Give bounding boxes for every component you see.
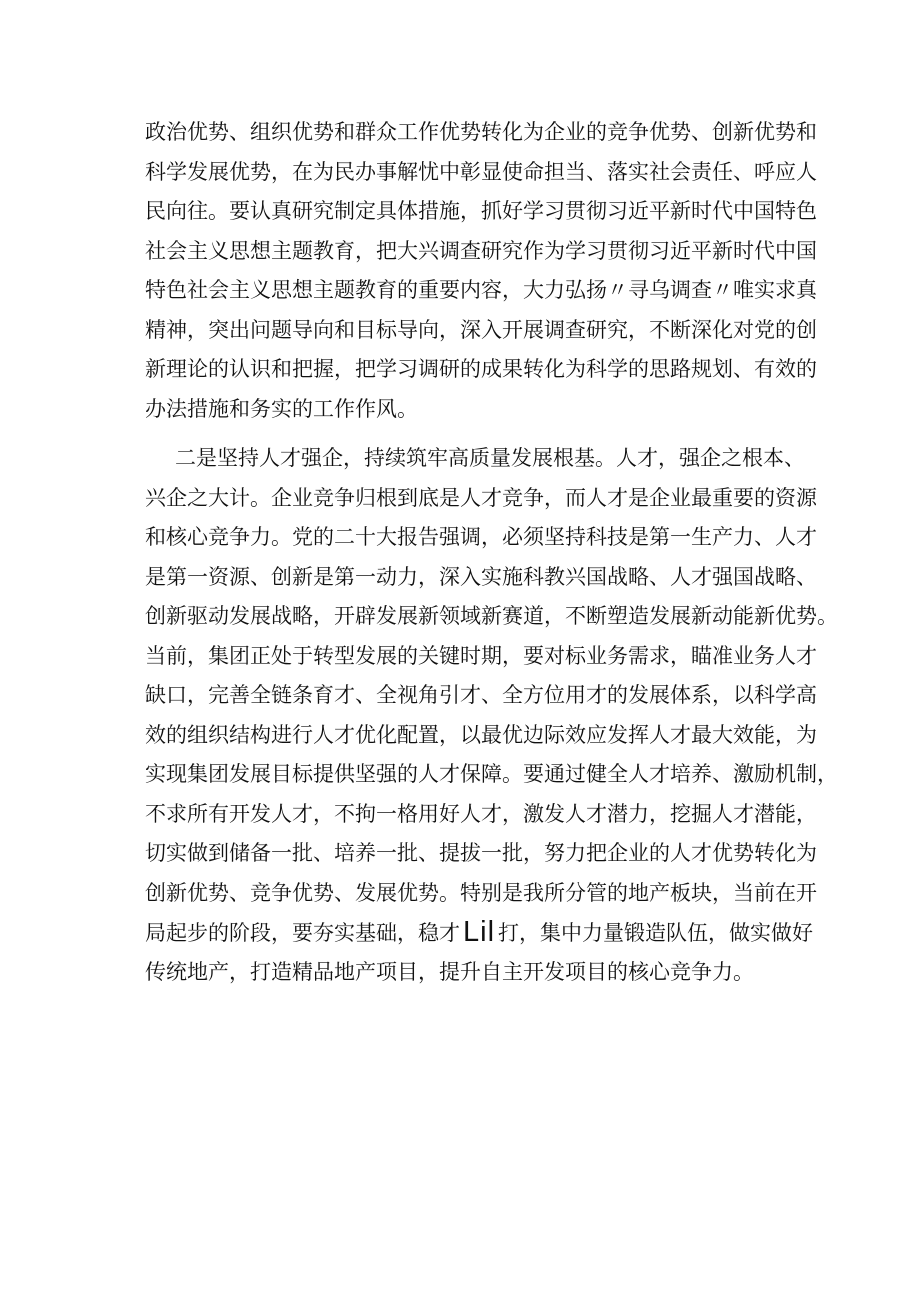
text-line: 新理论的认识和把握，把学习调研的成果转化为科学的思路规划、有效的 [145, 357, 817, 381]
text-line: 不求所有开发人才，不拘一格用好人才，激发人才潜力，挖掘人才潜能， [145, 801, 817, 826]
text-line: 兴企之大计。企业竞争归根到底是人才竞争，而人才是企业最重要的资源 [145, 485, 817, 510]
document-body [145, 113, 838, 992]
text-line: 创新驱动发展战略，开辟发展新领域新赛道，不断塑造发展新动能新优势。 [145, 604, 838, 628]
text-line: 实现集团发展目标提供坚强的人才保障。要通过健全人才培养、激励机制， [145, 762, 838, 786]
text-line: 社会主义思想主题教育，把大兴调查研究作为学习贯彻习近平新时代中国 [145, 238, 817, 263]
text-line: 特色社会主义思想主题教育的重要内容，大力弘扬〃寻乌调查〃唯实求真 [145, 278, 817, 302]
text-line: 切实做到储备一批、培养一批、提拔一批，努力把企业的人才优势转化为 [145, 841, 817, 865]
text-line: 精神，突出问题导向和目标导向，深入开展调查研究，不断深化对党的创 [145, 317, 817, 342]
text-line: 缺口，完善全链条育才、全视角引才、全方位用才的发展体系，以科学高 [145, 683, 817, 707]
paragraph-gap [145, 429, 785, 439]
text-line-with-ocr-artifact [145, 913, 814, 953]
text-line: 是第一资源、创新是第一动力，深入实施科教兴国战略、人才强国战略、 [145, 564, 817, 589]
line-text-before: 局起步的阶段，要夯实基础，稳才 [145, 921, 460, 945]
text-line: 和核心竞争力。党的二十大报告强调，必须坚持科技是第一生产力、人才 [145, 525, 817, 549]
text-line: 传统地产，打造精品地产项目，提升自主开发项目的核心竞争力。 [145, 959, 754, 984]
text-line: 办法措施和务实的工作作风。 [145, 396, 418, 421]
line-text-after: 打，集中力量锻造队伍，做实做好 [498, 921, 814, 945]
paragraph-heading-line: 二是坚持人才强企，持续筑牢高质量发展根基。人才，强企之根本、 [175, 446, 805, 470]
ocr-artifact-text: Lil [463, 916, 496, 948]
text-line: 效的组织结构进行人才优化配置，以最优边际效应发挥人才最大效能，为 [145, 722, 817, 747]
text-line: 政治优势、组织优势和群众工作优势转化为企业的竞争优势、创新优势和 [145, 120, 817, 144]
text-line: 科学发展优势，在为民办事解忧中彰显使命担当、落实社会责任、呼应人 [145, 159, 817, 184]
text-line: 当前，集团正处于转型发展的关键时期，要对标业务需求，瞄准业务人才 [145, 643, 817, 668]
text-line: 民向往。要认真研究制定具体措施，抓好学习贯彻习近平新时代中国特色 [145, 199, 817, 223]
text-line: 创新优势、竞争优势、发展优势。特别是我所分管的地产板块，当前在开 [145, 880, 817, 905]
